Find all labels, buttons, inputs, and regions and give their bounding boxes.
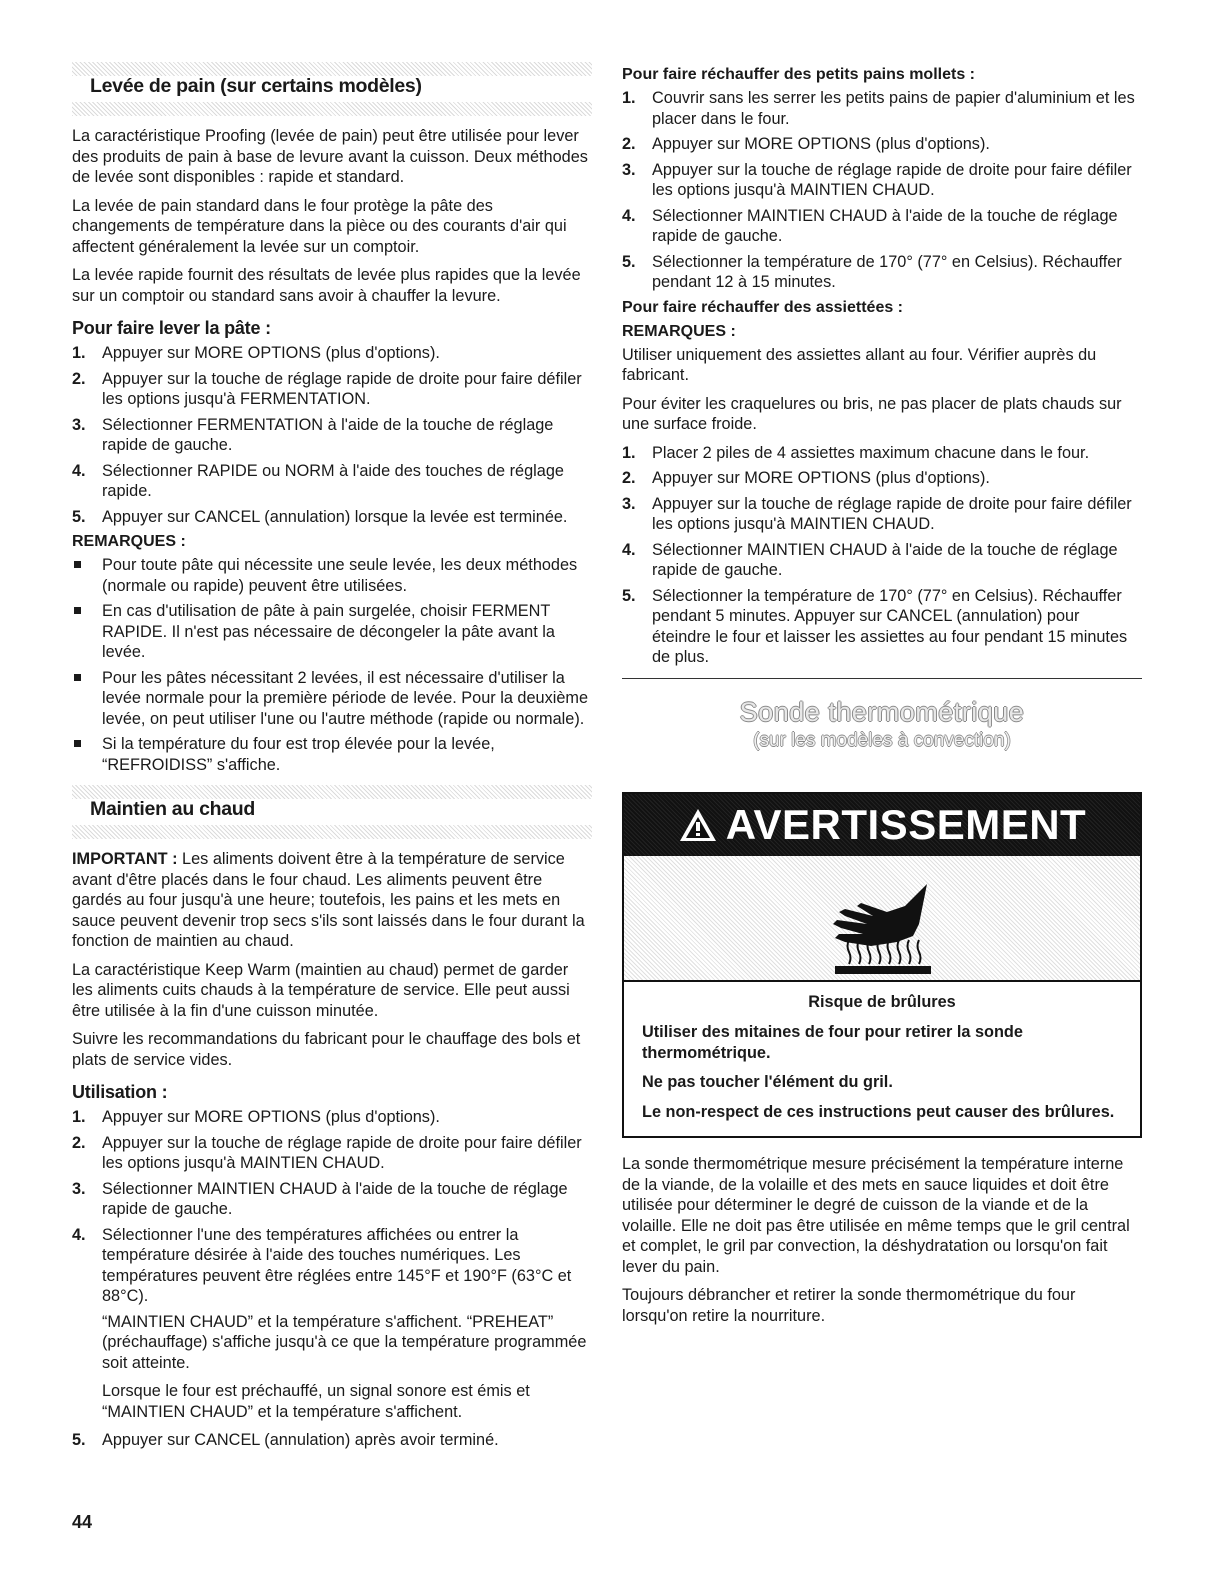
list-item: 2. Appuyer sur MORE OPTIONS (plus d'options). (622, 135, 990, 153)
section-title-keepwarm: Maintien au chaud (90, 798, 256, 820)
list-item: 5. Appuyer sur CANCEL (annulation) lorsque la levée est terminée. (72, 507, 568, 526)
subheading-proof-steps: Pour faire lever la pâte : (72, 318, 271, 338)
list-item: 1. Placer 2 piles de 4 assiettes maximum chacune dans le four. (622, 443, 1090, 462)
warning-line: Ne pas toucher l'élément du gril. (642, 1073, 893, 1091)
warning-triangle-icon (678, 807, 718, 843)
right-column (622, 66, 1142, 1334)
list-item: Si la température du four est trop élevée pour la levée, “REFROIDISS” s'affiche. (72, 734, 592, 775)
list-item: 3. Appuyer sur la touche de réglage rapide de droite pour faire défiler les options jusqu'à MAINTIEN CHAUD. (622, 160, 1132, 199)
list-item: 3. Appuyer sur la touche de réglage rapide de droite pour faire défiler les options jusqu'à MAINTIEN CHAUD. (622, 494, 1132, 533)
hot-surface-hand-icon (827, 876, 937, 976)
list-item: 1. Couvrir sans les serrer les petits pains de papier d'aluminium et les placer dans le four. (622, 89, 1135, 128)
list-item: 5. Appuyer sur CANCEL (annulation) après avoir terminé. (72, 1431, 499, 1449)
paragraph: Toujours débrancher et retirer la sonde thermométrique du four lorsqu'on retire la nourriture. (622, 1286, 1076, 1325)
subheading-keepwarm-steps: Utilisation : (72, 1082, 168, 1102)
list-item: 3. Sélectionner FERMENTATION à l'aide de la touche de réglage rapide de gauche. (72, 415, 554, 454)
list-item: 4. Sélectionner l'une des températures affichées ou entrer la température désirée à l'aide des touches numériques. Les températures peuvent être réglées entre 145°F et 190°F (63°C et 88°C). (72, 1225, 572, 1305)
rolls-steps-list (622, 88, 1142, 293)
warning-risk: Risque de brûlures (808, 992, 956, 1011)
list-item: 2. Appuyer sur la touche de réglage rapide de droite pour faire défiler les options jusqu'à MAINTIEN CHAUD. (72, 1133, 582, 1172)
list-item: 5. Sélectionner la température de 170° (77° en Celsius). Réchauffer pendant 5 minutes. Appuyer sur CANCEL (annulation) pour éteindre le four et laisser les assiettes au four pendant 15 minutes de plus. (622, 586, 1128, 666)
subheading-plates: Pour faire réchauffer des assiettées : (622, 298, 904, 316)
list-item: 4. Sélectionner MAINTIEN CHAUD à l'aide de la touche de réglage rapide de gauche. (622, 540, 1118, 579)
divider (622, 678, 1142, 679)
bullet-icon (74, 674, 81, 681)
warning-box (622, 792, 1142, 1139)
bullet-icon (74, 561, 81, 568)
section-header-keepwarm (72, 785, 592, 839)
warning-body (624, 856, 1140, 1137)
paragraph: La caractéristique Keep Warm (maintien au chaud) permet de garder les aliments cuits chauds à la température de service. Elle peut aussi être utilisée à la fin d'une cuisson minutée. (72, 960, 570, 1020)
warning-header (624, 794, 1140, 856)
list-item: 2. Appuyer sur la touche de réglage rapide de droite pour faire défiler les options jusqu'à FERMENTATION. (72, 369, 582, 408)
paragraph: La caractéristique Proofing (levée de pain) peut être utilisée pour lever des produits de pain à base de levure avant la cuisson. Deux méthodes de levée sont disponibles : rapide et standard. (72, 127, 588, 186)
warning-line: Utiliser des mitaines de four pour retirer la sonde thermométrique. (642, 1023, 1023, 1062)
paragraph: La sonde thermométrique mesure précisément la température interne de la viande, de la volaille et des mets en sauce liquides et doit être utilisée pour déterminer le degré de cuisson de la viande et de la volaille. Elle ne doit pas être utilisée en même temps que le gril central et complet, le gril par convection, la déshydratation ou lorsqu'on fait lever du pain. (622, 1155, 1130, 1276)
bullet-icon (74, 740, 81, 747)
paragraph: Pour éviter les craquelures ou bris, ne pas placer de plats chauds sur une surface froide. (622, 394, 1122, 433)
section-title-probe: Sonde thermométrique (739, 696, 1025, 727)
page-number: 44 (72, 1512, 93, 1532)
left-column (72, 62, 592, 1456)
list-item: 4. Sélectionner RAPIDE ou NORM à l'aide des touches de réglage rapide. (72, 461, 564, 500)
notes-heading: REMARQUES : (72, 533, 186, 550)
paragraph: Utiliser uniquement des assiettes allant au four. Vérifier auprès du fabricant. (622, 345, 1097, 384)
section-subtitle-probe: (sur les modèles à convection) (753, 729, 1011, 751)
list-item: En cas d'utilisation de pâte à pain surgelée, choisir FERMENT RAPIDE. Il n'est pas nécessaire de décongeler la pâte avant la levée. (72, 601, 592, 663)
list-item: 2. Appuyer sur MORE OPTIONS (plus d'options). (622, 469, 990, 487)
hot-surface-icon-wrap (634, 864, 1130, 980)
important-paragraph: IMPORTANT : Les aliments doivent être à la température de service avant d'être placés dans le four chaud. Les aliments peuvent être gardés au four jusqu'à une heure; toutefois, les pains et les mets en sauce peuvent devenir trop secs s'ils sont laissés dans le four durant la fonction de maintien au chaud. (72, 850, 585, 950)
list-item: 5. Sélectionner la température de 170° (77° en Celsius). Réchauffer pendant 12 à 15 minutes. (622, 252, 1122, 291)
notes-heading: REMARQUES : (622, 322, 736, 340)
paragraph: “MAINTIEN CHAUD” et la température s'affichent. “PREHEAT” (préchauffage) s'affiche jusqu'à ce que la température programmée soit atteinte. (102, 1312, 587, 1372)
list-item: 1. Appuyer sur MORE OPTIONS (plus d'options). (72, 344, 440, 362)
list-item: 3. Sélectionner MAINTIEN CHAUD à l'aide de la touche de réglage rapide de gauche. (72, 1179, 568, 1218)
warning-text-panel (624, 980, 1140, 1137)
subheading-rolls: Pour faire réchauffer des petits pains mollets : (622, 66, 975, 83)
paragraph: Suivre les recommandations du fabricant pour le chauffage des bols et plats de service vides. (72, 1030, 581, 1069)
section-header-proofing (72, 62, 592, 116)
keepwarm-steps-list-cont (72, 1430, 592, 1451)
plates-steps-list (622, 443, 1142, 668)
proof-notes-list (72, 555, 592, 775)
warning-title: AVERTISSEMENT (725, 800, 1087, 848)
bullet-icon (74, 607, 81, 614)
warning-line: Le non-respect de ces instructions peut causer des brûlures. (642, 1102, 1115, 1121)
paragraph: La levée de pain standard dans le four protège la pâte des changements de température dans la pièce ou des courants d'air qui affectent généralement la levée sur un comptoir. (72, 196, 567, 256)
keepwarm-steps-list (72, 1107, 592, 1307)
paragraph: Lorsque le four est préchauffé, un signal sonore est émis et “MAINTIEN CHAUD” et la température s'affichent. (102, 1382, 530, 1421)
list-item: 1. Appuyer sur MORE OPTIONS (plus d'options). (72, 1108, 440, 1126)
paragraph: La levée rapide fournit des résultats de levée plus rapides que la levée sur un comptoir ou standard sans avoir à chauffer la levure. (72, 266, 581, 305)
proof-steps-list (72, 343, 592, 527)
list-item: Pour les pâtes nécessitant 2 levées, il est nécessaire d'utiliser la levée normale pour la première période de levée. Pour la deuxième levée, on peut utiliser l'une ou l'autre méthode (rapide ou normale). (72, 668, 592, 730)
section-title-proofing: Levée de pain (sur certains modèles) (90, 75, 422, 97)
list-item: 4. Sélectionner MAINTIEN CHAUD à l'aide de la touche de réglage rapide de gauche. (622, 206, 1118, 245)
list-item: Pour toute pâte qui nécessite une seule levée, les deux méthodes (normale ou rapide) peuvent être utilisées. (72, 555, 592, 596)
